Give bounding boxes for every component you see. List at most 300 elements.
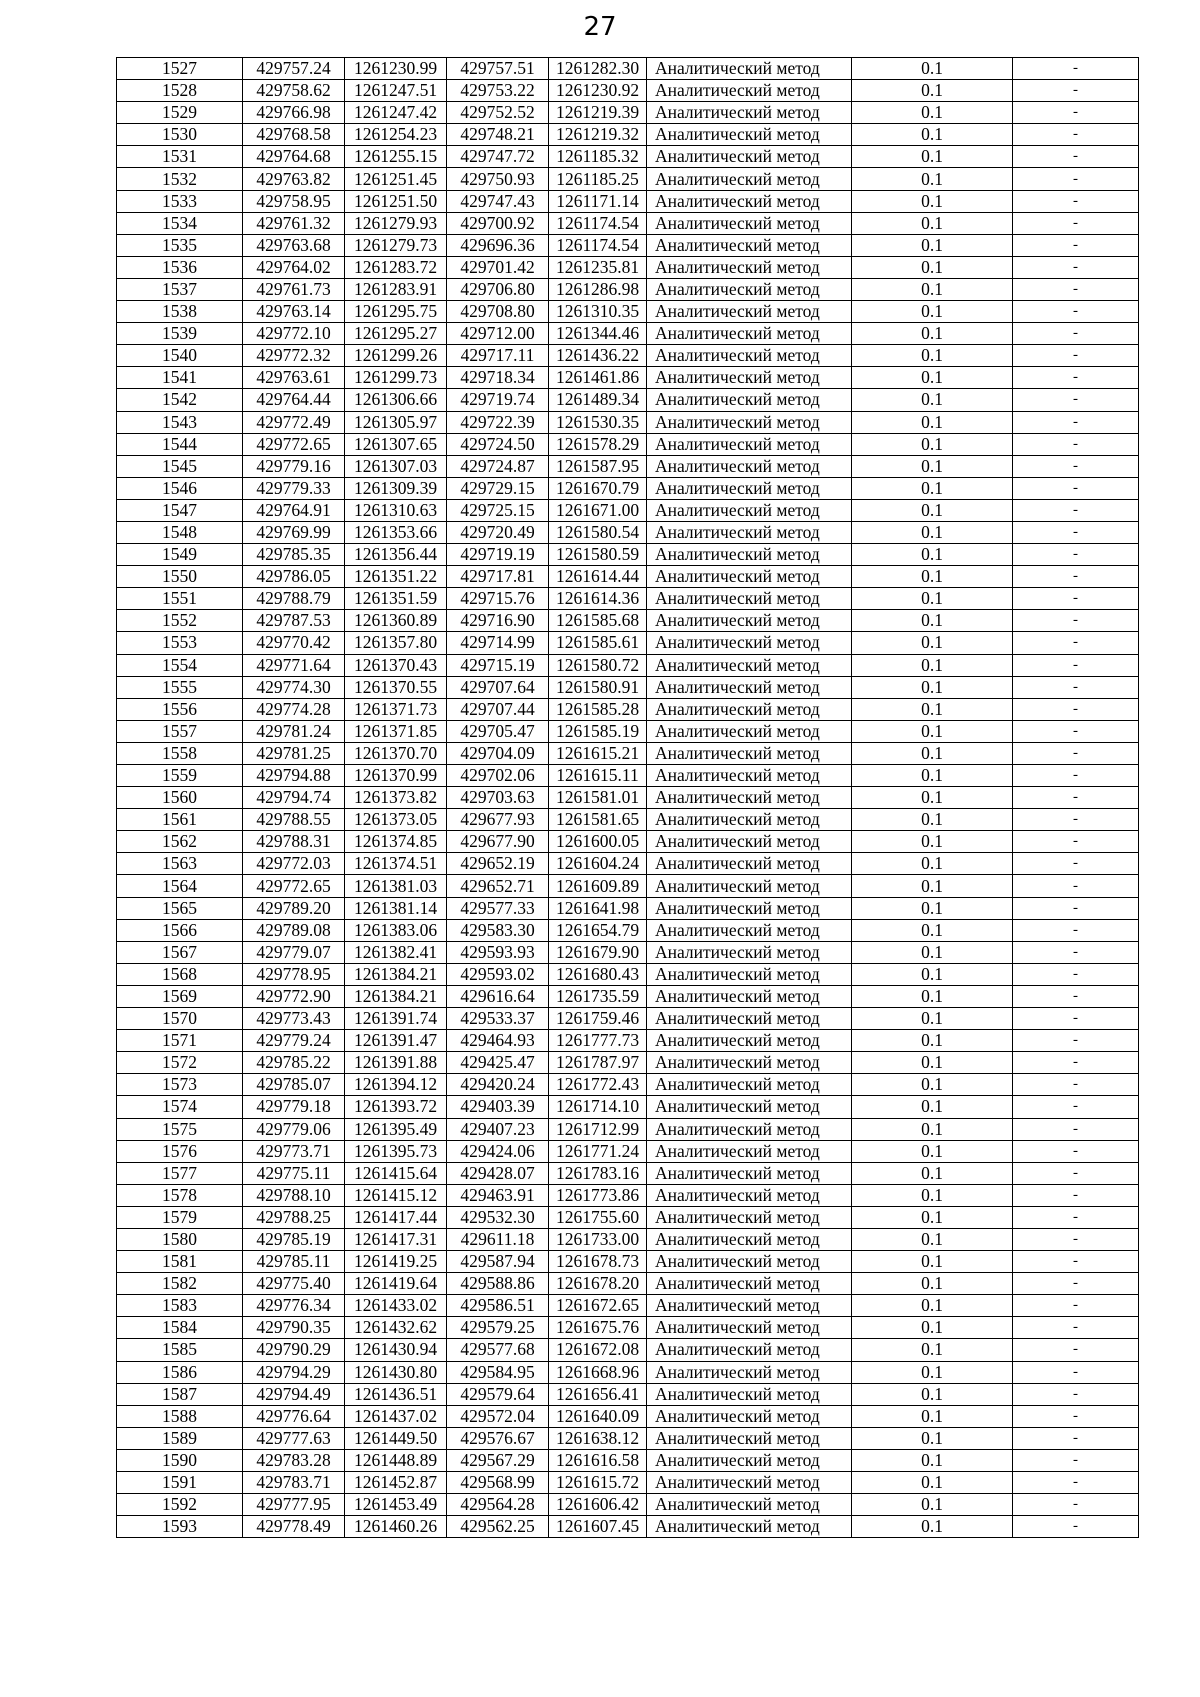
note-cell: -: [1013, 1251, 1139, 1273]
table-row: [117, 521, 1139, 543]
method-cell: Аналитический метод: [647, 256, 852, 278]
y-old-cell: 1261395.73: [345, 1140, 447, 1162]
precision-cell: 0.1: [852, 654, 1013, 676]
note-cell: -: [1013, 831, 1139, 853]
method-cell: Аналитический метод: [647, 963, 852, 985]
x-old-cell: 429761.32: [243, 212, 345, 234]
y-new-cell: 1261344.46: [549, 323, 647, 345]
y-new-cell: 1261772.43: [549, 1074, 647, 1096]
note-cell: -: [1013, 1030, 1139, 1052]
note-cell: -: [1013, 1472, 1139, 1494]
note-cell: -: [1013, 212, 1139, 234]
table-row: [117, 124, 1139, 146]
x-new-cell: 429532.30: [447, 1206, 549, 1228]
y-new-cell: 1261616.58: [549, 1449, 647, 1471]
point-number-cell: 1581: [117, 1251, 243, 1273]
y-new-cell: 1261580.59: [549, 544, 647, 566]
method-cell: Аналитический метод: [647, 941, 852, 963]
note-cell: -: [1013, 1074, 1139, 1096]
y-new-cell: 1261174.54: [549, 234, 647, 256]
method-cell: Аналитический метод: [647, 985, 852, 1007]
y-old-cell: 1261384.21: [345, 963, 447, 985]
y-new-cell: 1261615.11: [549, 765, 647, 787]
note-cell: -: [1013, 1008, 1139, 1030]
x-old-cell: 429783.28: [243, 1449, 345, 1471]
method-cell: Аналитический метод: [647, 301, 852, 323]
y-new-cell: 1261638.12: [549, 1427, 647, 1449]
x-new-cell: 429579.25: [447, 1317, 549, 1339]
point-number-cell: 1530: [117, 124, 243, 146]
y-old-cell: 1261299.26: [345, 345, 447, 367]
point-number-cell: 1543: [117, 411, 243, 433]
page-number: 27: [583, 12, 617, 42]
precision-cell: 0.1: [852, 566, 1013, 588]
method-cell: Аналитический метод: [647, 234, 852, 256]
method-cell: Аналитический метод: [647, 1339, 852, 1361]
note-cell: -: [1013, 566, 1139, 588]
y-new-cell: 1261679.90: [549, 941, 647, 963]
x-old-cell: 429779.07: [243, 941, 345, 963]
x-new-cell: 429567.29: [447, 1449, 549, 1471]
point-number-cell: 1534: [117, 212, 243, 234]
precision-cell: 0.1: [852, 765, 1013, 787]
x-old-cell: 429773.71: [243, 1140, 345, 1162]
x-old-cell: 429785.35: [243, 544, 345, 566]
method-cell: Аналитический метод: [647, 345, 852, 367]
x-old-cell: 429771.64: [243, 654, 345, 676]
y-old-cell: 1261351.59: [345, 588, 447, 610]
y-new-cell: 1261615.72: [549, 1472, 647, 1494]
y-old-cell: 1261384.21: [345, 985, 447, 1007]
x-new-cell: 429724.50: [447, 433, 549, 455]
method-cell: Аналитический метод: [647, 875, 852, 897]
x-new-cell: 429717.11: [447, 345, 549, 367]
y-new-cell: 1261614.44: [549, 566, 647, 588]
note-cell: -: [1013, 985, 1139, 1007]
x-old-cell: 429779.33: [243, 477, 345, 499]
x-new-cell: 429715.76: [447, 588, 549, 610]
precision-cell: 0.1: [852, 1140, 1013, 1162]
y-old-cell: 1261357.80: [345, 632, 447, 654]
point-number-cell: 1553: [117, 632, 243, 654]
x-old-cell: 429774.28: [243, 698, 345, 720]
note-cell: -: [1013, 389, 1139, 411]
point-number-cell: 1587: [117, 1383, 243, 1405]
x-old-cell: 429766.98: [243, 102, 345, 124]
x-old-cell: 429763.61: [243, 367, 345, 389]
y-old-cell: 1261391.88: [345, 1052, 447, 1074]
y-new-cell: 1261436.22: [549, 345, 647, 367]
point-number-cell: 1559: [117, 765, 243, 787]
x-new-cell: 429716.90: [447, 610, 549, 632]
x-new-cell: 429652.19: [447, 853, 549, 875]
y-old-cell: 1261370.43: [345, 654, 447, 676]
precision-cell: 0.1: [852, 1228, 1013, 1250]
method-cell: Аналитический метод: [647, 1251, 852, 1273]
note-cell: -: [1013, 477, 1139, 499]
precision-cell: 0.1: [852, 853, 1013, 875]
precision-cell: 0.1: [852, 1251, 1013, 1273]
precision-cell: 0.1: [852, 433, 1013, 455]
table-row: [117, 1008, 1139, 1030]
point-number-cell: 1585: [117, 1339, 243, 1361]
precision-cell: 0.1: [852, 124, 1013, 146]
y-old-cell: 1261436.51: [345, 1383, 447, 1405]
method-cell: Аналитический метод: [647, 1405, 852, 1427]
x-old-cell: 429768.58: [243, 124, 345, 146]
y-old-cell: 1261373.82: [345, 787, 447, 809]
point-number-cell: 1568: [117, 963, 243, 985]
precision-cell: 0.1: [852, 1295, 1013, 1317]
table-row: [117, 278, 1139, 300]
x-old-cell: 429777.63: [243, 1427, 345, 1449]
point-number-cell: 1564: [117, 875, 243, 897]
x-new-cell: 429729.15: [447, 477, 549, 499]
point-number-cell: 1562: [117, 831, 243, 853]
table-row: [117, 742, 1139, 764]
note-cell: -: [1013, 1184, 1139, 1206]
y-old-cell: 1261279.93: [345, 212, 447, 234]
precision-cell: 0.1: [852, 80, 1013, 102]
note-cell: -: [1013, 1449, 1139, 1471]
precision-cell: 0.1: [852, 1427, 1013, 1449]
y-new-cell: 1261641.98: [549, 897, 647, 919]
x-new-cell: 429696.36: [447, 234, 549, 256]
y-new-cell: 1261615.21: [549, 742, 647, 764]
point-number-cell: 1582: [117, 1273, 243, 1295]
point-number-cell: 1540: [117, 345, 243, 367]
table-row: [117, 389, 1139, 411]
method-cell: Аналитический метод: [647, 1361, 852, 1383]
y-new-cell: 1261286.98: [549, 278, 647, 300]
table-row: [117, 345, 1139, 367]
y-old-cell: 1261415.12: [345, 1184, 447, 1206]
x-old-cell: 429772.32: [243, 345, 345, 367]
y-new-cell: 1261282.30: [549, 58, 647, 80]
note-cell: -: [1013, 1228, 1139, 1250]
x-new-cell: 429700.92: [447, 212, 549, 234]
x-new-cell: 429579.64: [447, 1383, 549, 1405]
y-new-cell: 1261607.45: [549, 1516, 647, 1538]
method-cell: Аналитический метод: [647, 919, 852, 941]
y-old-cell: 1261383.06: [345, 919, 447, 941]
note-cell: -: [1013, 1140, 1139, 1162]
method-cell: Аналитический метод: [647, 676, 852, 698]
table-row: [117, 1030, 1139, 1052]
y-old-cell: 1261419.64: [345, 1273, 447, 1295]
precision-cell: 0.1: [852, 985, 1013, 1007]
y-old-cell: 1261430.80: [345, 1361, 447, 1383]
point-number-cell: 1557: [117, 720, 243, 742]
point-number-cell: 1548: [117, 521, 243, 543]
note-cell: -: [1013, 720, 1139, 742]
x-new-cell: 429747.43: [447, 190, 549, 212]
note-cell: -: [1013, 168, 1139, 190]
method-cell: Аналитический метод: [647, 80, 852, 102]
x-new-cell: 429719.74: [447, 389, 549, 411]
x-old-cell: 429772.49: [243, 411, 345, 433]
table-row: [117, 1206, 1139, 1228]
x-new-cell: 429428.07: [447, 1162, 549, 1184]
precision-cell: 0.1: [852, 809, 1013, 831]
x-old-cell: 429783.71: [243, 1472, 345, 1494]
x-old-cell: 429770.42: [243, 632, 345, 654]
table-row: [117, 720, 1139, 742]
x-old-cell: 429775.40: [243, 1273, 345, 1295]
x-old-cell: 429788.25: [243, 1206, 345, 1228]
y-new-cell: 1261672.08: [549, 1339, 647, 1361]
x-old-cell: 429763.82: [243, 168, 345, 190]
x-new-cell: 429463.91: [447, 1184, 549, 1206]
x-new-cell: 429425.47: [447, 1052, 549, 1074]
note-cell: -: [1013, 765, 1139, 787]
x-new-cell: 429593.93: [447, 941, 549, 963]
point-number-cell: 1532: [117, 168, 243, 190]
note-cell: -: [1013, 455, 1139, 477]
note-cell: -: [1013, 787, 1139, 809]
note-cell: -: [1013, 632, 1139, 654]
precision-cell: 0.1: [852, 1516, 1013, 1538]
y-new-cell: 1261587.95: [549, 455, 647, 477]
x-old-cell: 429787.53: [243, 610, 345, 632]
table-row: [117, 1096, 1139, 1118]
note-cell: -: [1013, 234, 1139, 256]
table-row: [117, 941, 1139, 963]
table-row: [117, 168, 1139, 190]
note-cell: -: [1013, 1118, 1139, 1140]
table-row: [117, 632, 1139, 654]
method-cell: Аналитический метод: [647, 323, 852, 345]
y-new-cell: 1261578.29: [549, 433, 647, 455]
y-old-cell: 1261251.50: [345, 190, 447, 212]
method-cell: Аналитический метод: [647, 1030, 852, 1052]
y-new-cell: 1261230.92: [549, 80, 647, 102]
y-new-cell: 1261759.46: [549, 1008, 647, 1030]
x-old-cell: 429772.03: [243, 853, 345, 875]
y-old-cell: 1261437.02: [345, 1405, 447, 1427]
point-number-cell: 1552: [117, 610, 243, 632]
y-new-cell: 1261771.24: [549, 1140, 647, 1162]
note-cell: -: [1013, 278, 1139, 300]
y-new-cell: 1261235.81: [549, 256, 647, 278]
x-old-cell: 429775.11: [243, 1162, 345, 1184]
table-row: [117, 1427, 1139, 1449]
x-old-cell: 429794.49: [243, 1383, 345, 1405]
table-row: [117, 853, 1139, 875]
method-cell: Аналитический метод: [647, 1052, 852, 1074]
y-old-cell: 1261353.66: [345, 521, 447, 543]
note-cell: -: [1013, 1405, 1139, 1427]
x-old-cell: 429758.95: [243, 190, 345, 212]
y-old-cell: 1261299.73: [345, 367, 447, 389]
x-old-cell: 429779.16: [243, 455, 345, 477]
precision-cell: 0.1: [852, 1472, 1013, 1494]
method-cell: Аналитический метод: [647, 1295, 852, 1317]
precision-cell: 0.1: [852, 1096, 1013, 1118]
table-row: [117, 146, 1139, 168]
precision-cell: 0.1: [852, 345, 1013, 367]
y-new-cell: 1261585.68: [549, 610, 647, 632]
point-number-cell: 1551: [117, 588, 243, 610]
x-old-cell: 429764.44: [243, 389, 345, 411]
y-new-cell: 1261185.25: [549, 168, 647, 190]
x-new-cell: 429705.47: [447, 720, 549, 742]
y-old-cell: 1261279.73: [345, 234, 447, 256]
method-cell: Аналитический метод: [647, 588, 852, 610]
y-old-cell: 1261419.25: [345, 1251, 447, 1273]
precision-cell: 0.1: [852, 720, 1013, 742]
method-cell: Аналитический метод: [647, 278, 852, 300]
y-old-cell: 1261382.41: [345, 941, 447, 963]
table-row: [117, 234, 1139, 256]
table-row: [117, 544, 1139, 566]
x-new-cell: 429717.81: [447, 566, 549, 588]
y-new-cell: 1261712.99: [549, 1118, 647, 1140]
y-old-cell: 1261381.03: [345, 875, 447, 897]
y-new-cell: 1261604.24: [549, 853, 647, 875]
precision-cell: 0.1: [852, 278, 1013, 300]
precision-cell: 0.1: [852, 1273, 1013, 1295]
method-cell: Аналитический метод: [647, 433, 852, 455]
y-new-cell: 1261773.86: [549, 1184, 647, 1206]
method-cell: Аналитический метод: [647, 1008, 852, 1030]
point-number-cell: 1588: [117, 1405, 243, 1427]
table-row: [117, 610, 1139, 632]
note-cell: -: [1013, 742, 1139, 764]
y-old-cell: 1261433.02: [345, 1295, 447, 1317]
point-number-cell: 1545: [117, 455, 243, 477]
method-cell: Аналитический метод: [647, 411, 852, 433]
y-new-cell: 1261783.16: [549, 1162, 647, 1184]
method-cell: Аналитический метод: [647, 1206, 852, 1228]
x-new-cell: 429747.72: [447, 146, 549, 168]
y-old-cell: 1261374.85: [345, 831, 447, 853]
table-row: [117, 1251, 1139, 1273]
note-cell: -: [1013, 146, 1139, 168]
point-number-cell: 1561: [117, 809, 243, 831]
precision-cell: 0.1: [852, 1162, 1013, 1184]
x-new-cell: 429587.94: [447, 1251, 549, 1273]
x-new-cell: 429677.90: [447, 831, 549, 853]
note-cell: -: [1013, 58, 1139, 80]
x-new-cell: 429584.95: [447, 1361, 549, 1383]
x-old-cell: 429788.31: [243, 831, 345, 853]
y-new-cell: 1261787.97: [549, 1052, 647, 1074]
y-new-cell: 1261678.73: [549, 1251, 647, 1273]
point-number-cell: 1566: [117, 919, 243, 941]
x-new-cell: 429577.33: [447, 897, 549, 919]
precision-cell: 0.1: [852, 610, 1013, 632]
x-new-cell: 429616.64: [447, 985, 549, 1007]
x-old-cell: 429781.25: [243, 742, 345, 764]
y-old-cell: 1261393.72: [345, 1096, 447, 1118]
method-cell: Аналитический метод: [647, 1118, 852, 1140]
x-old-cell: 429763.14: [243, 301, 345, 323]
point-number-cell: 1569: [117, 985, 243, 1007]
method-cell: Аналитический метод: [647, 1228, 852, 1250]
method-cell: Аналитический метод: [647, 124, 852, 146]
y-old-cell: 1261452.87: [345, 1472, 447, 1494]
x-old-cell: 429794.29: [243, 1361, 345, 1383]
precision-cell: 0.1: [852, 455, 1013, 477]
y-new-cell: 1261185.32: [549, 146, 647, 168]
point-number-cell: 1538: [117, 301, 243, 323]
point-number-cell: 1563: [117, 853, 243, 875]
table-row: [117, 256, 1139, 278]
point-number-cell: 1533: [117, 190, 243, 212]
x-new-cell: 429403.39: [447, 1096, 549, 1118]
x-new-cell: 429611.18: [447, 1228, 549, 1250]
point-number-cell: 1580: [117, 1228, 243, 1250]
note-cell: -: [1013, 1383, 1139, 1405]
precision-cell: 0.1: [852, 1361, 1013, 1383]
note-cell: -: [1013, 875, 1139, 897]
table-row: [117, 80, 1139, 102]
x-new-cell: 429583.30: [447, 919, 549, 941]
table-row: [117, 1449, 1139, 1471]
y-new-cell: 1261219.39: [549, 102, 647, 124]
method-cell: Аналитический метод: [647, 853, 852, 875]
precision-cell: 0.1: [852, 1184, 1013, 1206]
point-number-cell: 1560: [117, 787, 243, 809]
precision-cell: 0.1: [852, 1339, 1013, 1361]
y-new-cell: 1261755.60: [549, 1206, 647, 1228]
x-old-cell: 429764.02: [243, 256, 345, 278]
table-row: [117, 787, 1139, 809]
table-row: [117, 1405, 1139, 1427]
precision-cell: 0.1: [852, 1030, 1013, 1052]
y-old-cell: 1261381.14: [345, 897, 447, 919]
table-row: [117, 831, 1139, 853]
precision-cell: 0.1: [852, 897, 1013, 919]
y-new-cell: 1261174.54: [549, 212, 647, 234]
precision-cell: 0.1: [852, 963, 1013, 985]
table-row: [117, 455, 1139, 477]
x-old-cell: 429790.29: [243, 1339, 345, 1361]
method-cell: Аналитический метод: [647, 632, 852, 654]
x-old-cell: 429779.06: [243, 1118, 345, 1140]
note-cell: -: [1013, 521, 1139, 543]
x-new-cell: 429701.42: [447, 256, 549, 278]
table-row: [117, 1228, 1139, 1250]
point-number-cell: 1529: [117, 102, 243, 124]
y-old-cell: 1261356.44: [345, 544, 447, 566]
precision-cell: 0.1: [852, 544, 1013, 566]
point-number-cell: 1586: [117, 1361, 243, 1383]
method-cell: Аналитический метод: [647, 455, 852, 477]
y-new-cell: 1261580.72: [549, 654, 647, 676]
x-new-cell: 429652.71: [447, 875, 549, 897]
y-new-cell: 1261310.35: [549, 301, 647, 323]
y-new-cell: 1261580.91: [549, 676, 647, 698]
precision-cell: 0.1: [852, 499, 1013, 521]
precision-cell: 0.1: [852, 1449, 1013, 1471]
note-cell: -: [1013, 433, 1139, 455]
precision-cell: 0.1: [852, 102, 1013, 124]
precision-cell: 0.1: [852, 168, 1013, 190]
note-cell: -: [1013, 676, 1139, 698]
y-new-cell: 1261678.20: [549, 1273, 647, 1295]
y-old-cell: 1261307.03: [345, 455, 447, 477]
y-old-cell: 1261254.23: [345, 124, 447, 146]
y-new-cell: 1261675.76: [549, 1317, 647, 1339]
note-cell: -: [1013, 102, 1139, 124]
y-new-cell: 1261585.28: [549, 698, 647, 720]
method-cell: Аналитический метод: [647, 1317, 852, 1339]
point-number-cell: 1535: [117, 234, 243, 256]
note-cell: -: [1013, 1206, 1139, 1228]
note-cell: -: [1013, 544, 1139, 566]
